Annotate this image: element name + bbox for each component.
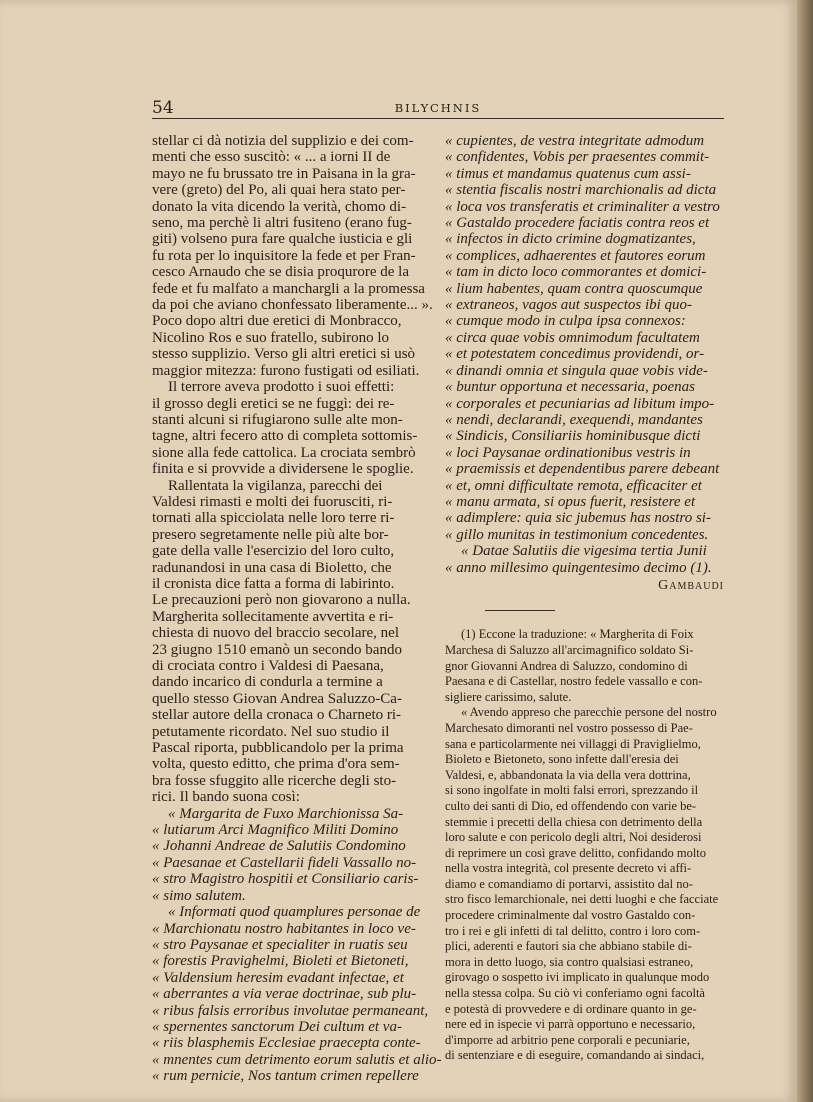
- text-line: « nendi, declarandi, exequendi, mandantes: [445, 411, 703, 428]
- text-line: cesco Arnaudo che se disia proqurore de la: [152, 264, 409, 281]
- text-line: mora in detto luogo, sia contro qualsiasi estraneo,: [445, 954, 694, 969]
- text-line: « tam in dicto loco commorantes et domici-: [445, 264, 707, 281]
- text-line: stesso supplizio. Verso gli altri eretici si usò: [152, 346, 416, 363]
- text-line: « Sindicis, Consiliariis hominibusque dicti: [445, 428, 701, 445]
- text-line: « lium habentes, quam contra quoscumque: [445, 280, 703, 297]
- text-line: « complices, adhaerentes et fautores eorum: [445, 247, 706, 264]
- text-line: « et, omni difficultate remota, efficaciter et: [445, 477, 702, 494]
- latin-decree-text: [445, 133, 724, 576]
- text-line: « anno millesimo quingentesimo decimo (1).: [445, 559, 712, 576]
- left-column: [152, 133, 442, 1085]
- text-line: Valdesi rimasti e molti dei fuorusciti, ri-: [152, 493, 393, 510]
- text-line: « confidentes, Vobis per praesentes commit-: [445, 149, 710, 166]
- text-line: « buntur opportuna et necessaria, poenas: [445, 379, 695, 396]
- text-line: Bioleto e Bietoneto, sono infette dall'eresia dei: [445, 752, 679, 767]
- text-line: procedere criminalmente dal vostro Gastaldo con-: [445, 908, 696, 923]
- page-header: [152, 98, 724, 119]
- text-line: d'imporre ad arbitrio pene corporali e pecuniarie,: [445, 1032, 690, 1047]
- text-line: e potestà di provvedere e di ordinare quanto in ge-: [445, 1001, 697, 1016]
- text-line: Valdesi, e, abbandonata la via della vera dottrina,: [445, 767, 691, 782]
- text-line: « Datae Salutiis die vigesima tertia Junii: [461, 543, 707, 560]
- text-line: culto dei santi di Dio, ed offendendo con varie be-: [445, 798, 697, 813]
- text-line: tagne, altri fecero atto di completa sottomis-: [152, 428, 418, 445]
- text-line: « circa quae vobis omnimodum facultatem: [445, 329, 700, 346]
- text-line: « loci Paysanae ordinationibus vestris in: [445, 444, 691, 461]
- text-line: « loca vos transferatis et criminaliter a vestro: [445, 198, 720, 215]
- footnote-rule: [485, 610, 555, 611]
- text-line: giti) volseno pura fare qualche iusticia e gli: [152, 231, 413, 248]
- text-line: « praemissis et dependentibus parere debeant: [445, 461, 720, 478]
- text-line: finita e si provvide a dividersene le spoglie.: [152, 461, 414, 478]
- text-line: seno, ma perchè li altri fusiteno (erano fug-: [152, 215, 412, 232]
- text-line: menti che esso suscitò: « ... a iorni II de: [152, 149, 391, 166]
- text-line: diamo e comandiamo di portarvi, assistito dal no-: [445, 876, 693, 891]
- text-line: gnor Giovanni Andrea di Saluzzo, condomino di: [445, 658, 688, 673]
- text-line: plici, aderenti e fautori sia che abbiano stabile di-: [445, 939, 692, 954]
- text-line: « timus et mandamus quatenus cum assi-: [445, 165, 691, 182]
- text-line: radunandosi in una casa di Bioletto, che: [152, 559, 392, 576]
- right-column: [445, 133, 724, 1064]
- text-line: dando incarico di condurla a termine a: [152, 674, 383, 691]
- text-line: Pascal riporta, pubblicandolo per la prima: [152, 740, 404, 757]
- page-edge: [797, 0, 813, 1102]
- footnote: [445, 627, 724, 1064]
- text-line: « Informati quod quamplures personae de: [168, 904, 421, 921]
- text-line: « dinandi omnia et singula quae vobis vide-: [445, 362, 708, 379]
- text-line: mayo ne fu brussato tre in Paisana in la gra-: [152, 165, 416, 182]
- text-line: petutamente ricordato. Nel suo studio il: [152, 723, 390, 740]
- text-line: bra fosse sfuggito alle ricerche degli sto-: [152, 772, 397, 789]
- text-line: « rum pernicie, Nos tantum crimen repellere: [152, 1068, 419, 1085]
- text-line: « infectos in dicto crimine dogmatizantes,: [445, 231, 696, 248]
- text-line: loro salute e con pericolo degli altri, Noi desiderosi: [445, 830, 702, 845]
- text-line: Marchesa di Saluzzo all'arcimagnifico soldato Si-: [445, 642, 694, 657]
- text-line: Le precauzioni però non giovarono a nulla.: [152, 592, 411, 609]
- text-line: « Avendo appreso che parecchie persone del nostro: [461, 705, 717, 720]
- text-line: « Marchionatu nostro habitantes in loco ve-: [152, 920, 416, 937]
- text-line: sana e particolarmente nei villaggi di Praviglielmo,: [445, 736, 701, 751]
- page-number: 54: [152, 98, 174, 118]
- text-line: « mnentes cum detrimento eorum salutis et alio-: [152, 1051, 442, 1068]
- text-line: « simo salutem.: [152, 887, 246, 904]
- text-line: di crociata contro i Valdesi di Paesana,: [152, 658, 384, 674]
- text-line: vere (greto) del Po, ali quai hera stato per-: [152, 182, 406, 199]
- text-line: rici. Il bando suona così:: [152, 789, 300, 806]
- text-line: si sono ingolfate in molti falsi errori, sprezzando il: [445, 783, 699, 798]
- text-line: sigliere carissimo, salute.: [445, 689, 572, 704]
- text-line: quello stesso Giovan Andrea Saluzzo-Ca-: [152, 690, 402, 707]
- text-line: stemmie i precetti della chiesa con detrimento della: [445, 814, 703, 829]
- text-line: « Margarita de Fuxo Marchionissa Sa-: [168, 805, 404, 822]
- text-line: « extraneos, vagos aut suspectos ibi quo-: [445, 297, 693, 314]
- text-line: chiesta di nuovo del braccio secolare, nel: [152, 625, 399, 642]
- text-line: « Paesanae et Castellarii fideli Vassallo no-: [152, 854, 417, 871]
- text-line: « Johanni Andreae de Salutiis Condomino: [152, 838, 406, 855]
- text-line: « stro Magistro hospitii et Consiliario caris-: [152, 871, 419, 888]
- text-line: « cupientes, de vestra integritate admodum: [445, 133, 705, 149]
- text-line: « ribus falsis erroribus involutae permaneant,: [152, 1002, 429, 1019]
- text-line: Rallentata la vigilanza, parecchi dei: [168, 477, 383, 494]
- text-line: « stro Paysanae et specialiter in ruatis seu: [152, 936, 408, 953]
- text-line: di sentenziare e di eseguire, comandando ai sindaci,: [445, 1048, 705, 1063]
- text-line: nella vostra integrità, col presente decreto vi affi-: [445, 861, 692, 876]
- text-line: « lutiarum Arci Magnifico Militi Domino: [152, 822, 399, 839]
- text-line: « riis blasphemis Ecclesiae praecepta conte-: [152, 1035, 421, 1052]
- text-line: Il terrore aveva prodotto i suoi effetti:: [168, 379, 395, 396]
- text-line: « Gastaldo procedere faciatis contra reos et: [445, 215, 710, 232]
- text-line: « gillo munitas in testimonium concedentes.: [445, 526, 709, 543]
- text-line: 23 giugno 1510 emanò un secondo bando: [152, 641, 402, 658]
- text-line: « aberrantes a via verae doctrinae, sub plu-: [152, 986, 417, 1003]
- text-line: Margherita sollecitamente avvertita e ri-: [152, 608, 394, 625]
- text-line: da poi che aviano chonfessato liberamente... ».: [152, 297, 433, 314]
- text-line: gate della valle l'esercizio del loro culto,: [152, 543, 395, 560]
- text-line: donato la vita dicendo la verità, chomo di-: [152, 198, 407, 215]
- text-line: stellar ci dà notizia del supplizio e dei com-: [152, 133, 414, 149]
- text-line: girovago o sospetto ivi implicato in qualunque modo: [445, 970, 710, 985]
- text-line: Paesana e di Castellar, nostro fedele vassallo e con-: [445, 674, 703, 689]
- text-line: « spernentes sanctorum Dei cultum et va-: [152, 1018, 402, 1035]
- text-line: « Valdensium heresim evadant infectae, et: [152, 969, 404, 986]
- text-line: stellar autore della cronaca o Charneto ri-: [152, 707, 402, 724]
- text-line: fede et fu malfato a manchargli a la promessa: [152, 280, 425, 297]
- text-line: Nicolino Ros e suo fratello, subirono lo: [152, 329, 390, 346]
- text-line: il cronista dice fatta a forma di labirinto.: [152, 575, 395, 592]
- text-line: maggior mitezza: furono fustigati od esiliati.: [152, 362, 420, 379]
- text-line: « cumque modo in culpa ipsa connexos:: [445, 313, 686, 330]
- text-line: Marchesato dimoranti nel vostro possesso di Pae-: [445, 720, 693, 735]
- text-line: nella stessa colpa. Su ciò vi conferiamo ogni facoltà: [445, 986, 705, 1001]
- text-line: fu rota per lo inquisitore la fede et per Fran-: [152, 247, 416, 264]
- text-line: « forestis Pravighelmi, Bioleti et Bietoneti,: [152, 953, 409, 970]
- text-line: « stentia fiscalis nostri marchionalis ad dicta: [445, 182, 717, 199]
- text-line: di reprimere un così grave delitto, confidando molto: [445, 845, 707, 860]
- author-signature: Gambaudi: [658, 577, 724, 593]
- running-title: BILYCHNIS: [394, 101, 482, 115]
- text-line: (1) Eccone la traduzione: « Margherita di Foix: [461, 627, 694, 642]
- text-line: tornati alla spicciolata nelle loro terre ri-: [152, 510, 395, 527]
- text-line: stro fisco lemarchionale, nei detti luoghi e che facciate: [445, 892, 719, 907]
- text-line: il grosso degli eretici se ne fuggì: dei re-: [152, 395, 395, 412]
- text-line: volta, questo editto, che prima d'ora sem-: [152, 756, 400, 773]
- text-line: « adimplere: quia sic jubemus has nostro si-: [445, 510, 711, 527]
- text-line: « et potestatem concedimus providendi, or-: [445, 346, 705, 363]
- text-line: Poco dopo altri due eretici di Monbracco,: [152, 313, 402, 330]
- text-line: stanti alcuni si rifugiarono sulle alte mon-: [152, 411, 403, 428]
- text-line: « manu armata, si opus fuerit, resistere et: [445, 493, 696, 510]
- text-line: tro i rei e gli infetti di tal delitto, contro i loro com-: [445, 923, 701, 938]
- text-line: nere ed in ispecie vi parrà opportuno e necessario,: [445, 1017, 696, 1032]
- text-line: presero segretamente nelle più alte bor-: [152, 526, 389, 543]
- text-line: « corporales et pecuniarias ad libitum impo-: [445, 395, 715, 412]
- text-line: sione alla fede cattolica. La crociata sembrò: [152, 444, 416, 461]
